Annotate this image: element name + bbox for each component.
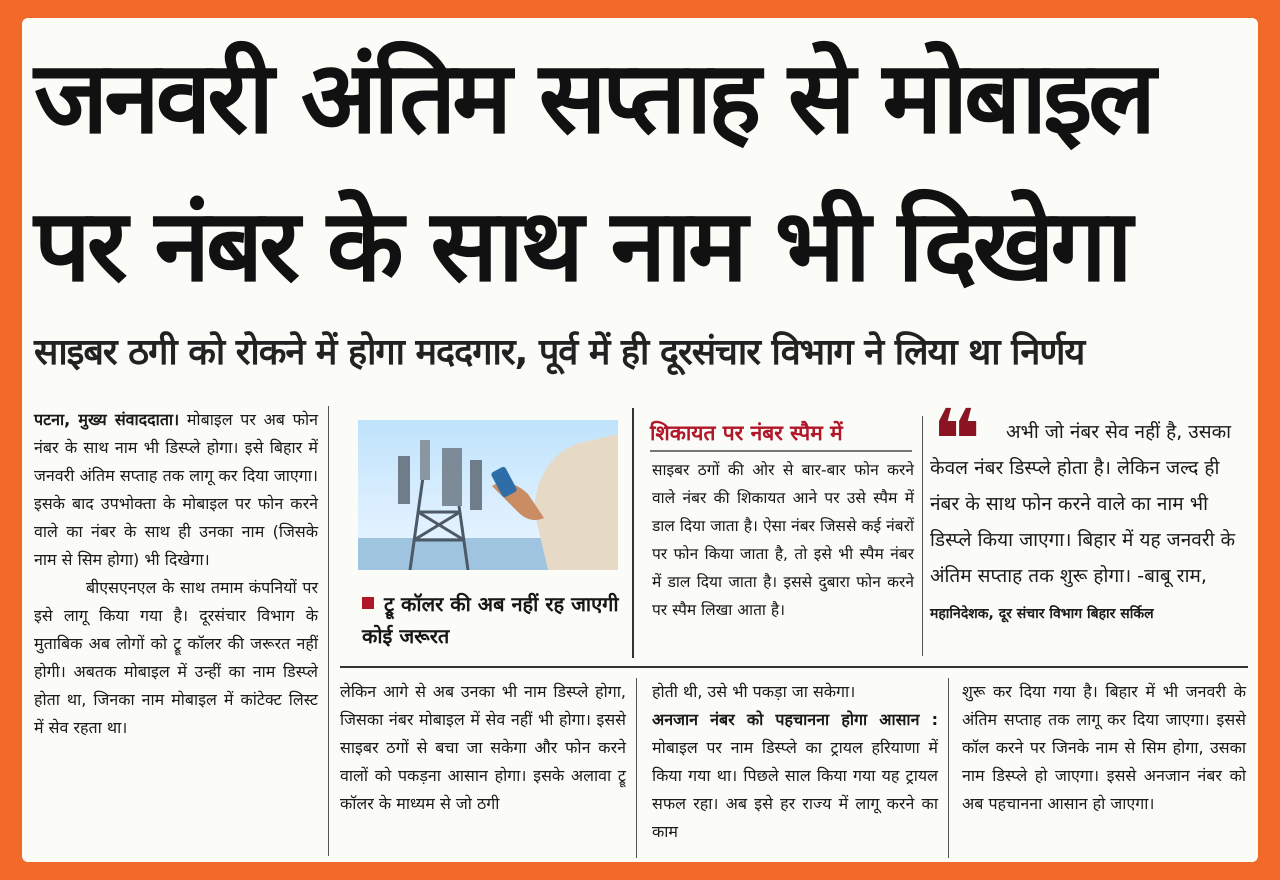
article-column-3 bbox=[652, 678, 938, 846]
newspaper-clipping bbox=[22, 18, 1258, 862]
photo-caption-text: ट्रू कॉलर की अब नहीं रह जाएगी कोई जरूरत bbox=[362, 592, 619, 648]
column-divider bbox=[636, 678, 637, 858]
mobile-tower-photo bbox=[358, 420, 618, 570]
section-divider bbox=[340, 666, 1248, 668]
column-3-subhead: अनजान नंबर को पहचानना होगा आसान : bbox=[652, 710, 938, 729]
square-bullet-icon bbox=[362, 597, 374, 609]
column-3-para-2-text: मोबाइल पर नाम डिस्प्ले का ट्रायल हरियाणा में किया गया था। पिछले साल किया गया यह ट्रायल सफल रहा। अब इसे हर राज्य में लागू करने का काम bbox=[652, 738, 938, 841]
column-divider bbox=[328, 406, 329, 856]
quote-text: अभी जो नंबर सेव नहीं है, उसका केवल नंबर डिस्प्ले होता है। लेकिन जल्द ही नंबर के साथ फोन करने वाले का नाम भी डिस्प्ले किया जाएगा। बिहार में यह जनवरी के अंतिम सप्ताह तक शुरू होगा। -बाबू राम, bbox=[930, 421, 1236, 587]
headline-line-2: पर नंबर के साथ नाम भी दिखेगा bbox=[34, 187, 1129, 304]
quote-mark-icon: ❝ bbox=[932, 391, 982, 489]
column-divider bbox=[948, 678, 949, 858]
spam-box-title: शिकायत पर नंबर स्पैम में bbox=[650, 416, 912, 452]
quote-block bbox=[930, 414, 1242, 632]
article-column-2 bbox=[340, 678, 626, 818]
paragraph-1 bbox=[34, 406, 318, 574]
photo-box bbox=[340, 408, 634, 658]
headline-line-1: जनवरी अंतिम सप्ताह से मोबाइल bbox=[34, 39, 1153, 156]
dateline: पटना, मुख्य संवाददाता। bbox=[34, 410, 180, 429]
tower-hand-illustration bbox=[358, 420, 618, 570]
article-column-4 bbox=[962, 678, 1246, 818]
subheadline: साइबर ठगी को रोकने में होगा मददगार, पूर्व में ही दूरसंचार विभाग ने लिया था निर्णय bbox=[34, 332, 1085, 373]
column-4-text: शुरू कर दिया गया है। बिहार में भी जनवरी के अंतिम सप्ताह तक लागू कर दिया जाएगा। इससे कॉल करने पर जिनके नाम से सिम होगा, उसका नाम डिस्प्ले हो जाएगा। इससे अनजान नंबर को अब पहचानना आसान हो जाएगा। bbox=[962, 682, 1246, 813]
spam-box-text: साइबर ठगों की ओर से बार-बार फोन करने वाले नंबर की शिकायत आने पर उसे स्पैम में डाल दिया जाता है। ऐसा नंबर जिससे कई नंबरों पर फोन किया जाता है, तो इसे भी स्पैम नंबर में डाल दिया जाता है। इससे दुबारा फोन करने पर स्पैम लिखा आता है। bbox=[652, 461, 914, 619]
column-2-text: लेकिन आगे से अब उनका भी नाम डिस्प्ले होगा, जिसका नंबर मोबाइल में सेव नहीं भी होगा। इससे साइबर ठगों से बचा जा सकेगा और फोन करने वालों को पकड़ना आसान होगा। इसके अलावा ट्रू कॉलर के माध्यम से जो ठगी bbox=[340, 682, 626, 813]
article-column-1 bbox=[34, 406, 318, 742]
quote-attribution: महानिदेशक, दूर संचार विभाग बिहार सर्किल bbox=[930, 606, 1154, 622]
paragraph-1-text: मोबाइल पर अब फोन नंबर के साथ नाम भी डिस्प्ले होगा। इसे बिहार में जनवरी अंतिम सप्ताह तक लागू कर दिया जाएगा। इसके बाद उपभोक्ता के मोबाइल पर फोन करने वाले का नंबर के साथ ही उनका नाम (जिसके नाम से सिम होगा) भी दिखेगा। bbox=[34, 410, 318, 569]
column-3-para-1: होती थी, उसे भी पकड़ा जा सकेगा। bbox=[652, 682, 856, 701]
box-divider bbox=[922, 416, 923, 656]
paragraph-2: बीएसएनएल के साथ तमाम कंपनियों पर इसे लागू किया गया है। दूरसंचार विभाग के मुताबिक अब लोगों को ट्रू कॉलर की जरूरत नहीं होगी। अबतक मोबाइल में उन्हीं का नाम डिस्प्ले होता था, जिनका नाम मोबाइल में कांटेक्ट लिस्ट में सेव रहता था। bbox=[34, 578, 318, 737]
column-3-para-2 bbox=[652, 706, 938, 846]
photo-caption bbox=[362, 588, 622, 652]
